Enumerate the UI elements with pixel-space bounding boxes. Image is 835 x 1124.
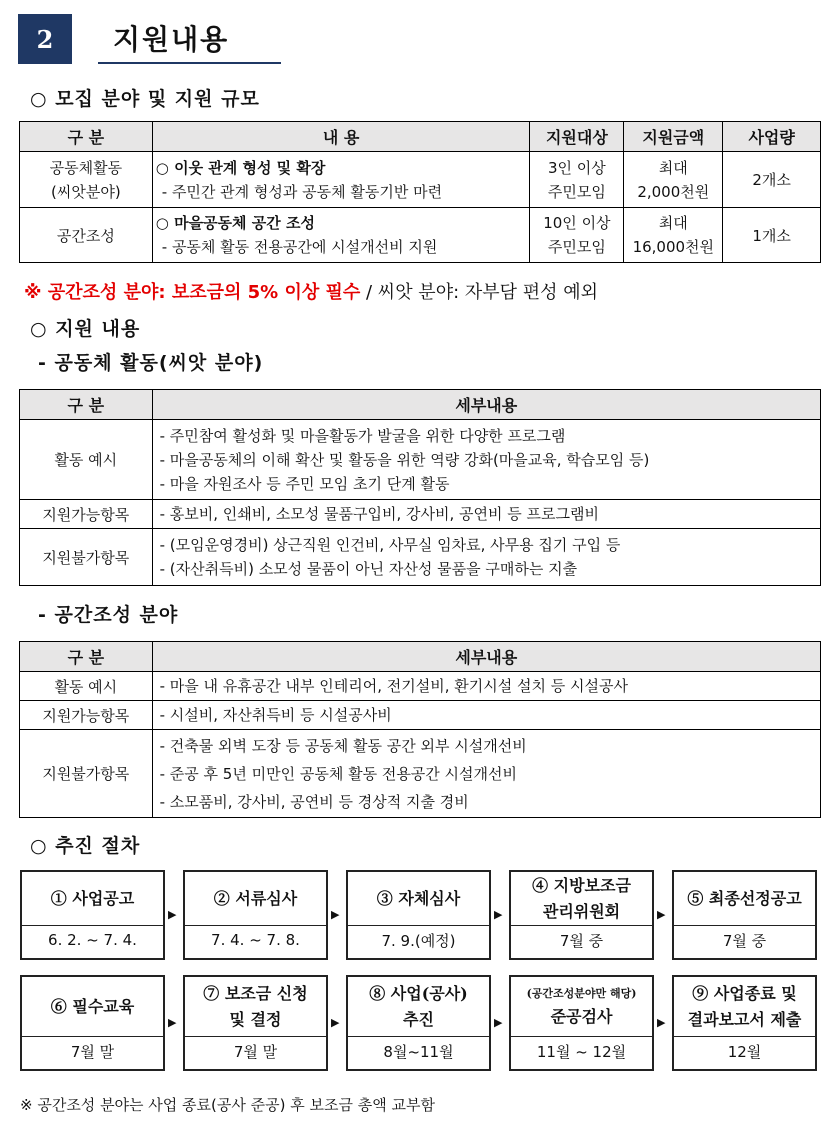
step-title: ② 서류심사 (185, 872, 326, 926)
notice-exception: / 씨앗 분야: 자부담 편성 예외 (360, 282, 599, 303)
community-table (19, 389, 821, 586)
table-row (20, 420, 821, 500)
space-table (19, 641, 821, 818)
step-title: ⑦ 보조금 신청 및 결정 (185, 977, 326, 1037)
step-arrow: ▶ (494, 1016, 503, 1029)
step-box (346, 975, 491, 1071)
step-box (346, 870, 491, 960)
step-date: 7월 말 (233, 1042, 278, 1061)
notice-required: ※ 공간조성 분야: 보조금의 5% 이상 필수 (24, 282, 361, 303)
step-date: 7월 중 (559, 931, 604, 950)
step-title: (공간조성분야만 해당) 준공검사 (511, 977, 652, 1037)
step-arrow: ▶ (168, 1016, 177, 1029)
detail-cell: - 건축물 외벽 도장 등 공동체 활동 공간 외부 시설개선비 - 준공 후 5년 미만인 공동체 활동 전용공간 시설개선비 - 소모품비, 강사비, 공연비 등 경상적 지출 경비 (152, 730, 820, 818)
category-cell: 활동 예시 (20, 672, 153, 701)
step-title: ⑨ 사업종료 및 결과보고서 제출 (674, 977, 815, 1037)
step-arrow: ▶ (331, 1016, 340, 1029)
step-arrow: ▶ (657, 908, 666, 921)
step-box (183, 870, 328, 960)
target-cell: 10인 이상 주민모임 (530, 208, 624, 263)
step-date: 7. 9.(예정) (381, 931, 456, 950)
step-box (20, 870, 165, 960)
table-row (20, 701, 821, 730)
table-row (20, 500, 821, 529)
step-title: ⑧ 사업(공사) 추진 (348, 977, 489, 1037)
target-cell: 3인 이상 주민모임 (530, 152, 624, 208)
category-cell: 공동체활동 (씨앗분야) (20, 152, 153, 208)
table-row (20, 730, 821, 818)
table-header-row (20, 642, 821, 672)
step-title: ① 사업공고 (22, 872, 163, 926)
step-title: ⑥ 필수교육 (22, 977, 163, 1037)
community-subheading: - 공동체 활동(씨앗 분야) (38, 352, 264, 374)
detail-cell: - 홍보비, 인쇄비, 소모성 물품구입비, 강사비, 공연비 등 프로그램비 (152, 500, 820, 529)
step-box (509, 975, 654, 1071)
step-arrow: ▶ (331, 908, 340, 921)
step-box (183, 975, 328, 1071)
footnote: ※ 공간조성 분야는 사업 종료(공사 준공) 후 보조금 총액 교부함 (20, 1096, 435, 1114)
notice-text (24, 278, 598, 304)
procedure-heading: ○ 추진 절차 (30, 835, 141, 857)
category-cell: 지원가능항목 (20, 500, 153, 529)
header-cell: 지원금액 (624, 122, 723, 152)
step-arrow: ▶ (168, 908, 177, 921)
table-header-row (20, 122, 821, 152)
table-row (20, 152, 821, 208)
header-cell: 세부내용 (152, 390, 820, 420)
title-underline (98, 62, 281, 64)
content-cell: ○ 이웃 관계 형성 및 확장 - 주민간 관계 형성과 공동체 활동기반 마련 (152, 152, 530, 208)
header-cell: 구 분 (20, 390, 153, 420)
step-date: 12월 (727, 1042, 762, 1061)
detail-cell: - 마을 내 유휴공간 내부 인테리어, 전기설비, 환기시설 설치 등 시설공사 (152, 672, 820, 701)
quantity-cell: 2개소 (723, 152, 821, 208)
amount-cell: 최대 2,000천원 (624, 152, 723, 208)
step-arrow: ▶ (657, 1016, 666, 1029)
step-box (509, 870, 654, 960)
category-cell: 활동 예시 (20, 420, 153, 500)
detail-cell: - (모임운영경비) 상근직원 인건비, 사무실 임차료, 사무용 집기 구입 등 - (자산취득비) 소모성 물품이 아닌 자산성 물품을 구매하는 지출 (152, 529, 820, 586)
step-date: 6. 2. ~ 7. 4. (48, 931, 137, 949)
header-cell: 내 용 (152, 122, 530, 152)
category-cell: 공간조성 (20, 208, 153, 263)
step-date: 8월~11월 (383, 1042, 454, 1061)
space-subheading: - 공간조성 분야 (38, 604, 179, 626)
table-row (20, 529, 821, 586)
step-date: 7월 말 (70, 1042, 115, 1061)
step-title: ③ 자체심사 (348, 872, 489, 926)
table-row (20, 672, 821, 701)
section-number: 2 (18, 14, 72, 64)
support-heading: ○ 지원 내용 (30, 318, 141, 340)
header-cell: 사업량 (723, 122, 821, 152)
category-cell: 지원가능항목 (20, 701, 153, 730)
content-cell: ○ 마을공동체 공간 조성 - 공동체 활동 전용공간에 시설개선비 지원 (152, 208, 530, 263)
amount-cell: 최대 16,000천원 (624, 208, 723, 263)
header-cell: 구 분 (20, 642, 153, 672)
step-title: ⑤ 최종선정공고 (674, 872, 815, 926)
recruit-table (19, 121, 821, 263)
header-cell: 지원대상 (530, 122, 624, 152)
quantity-cell: 1개소 (723, 208, 821, 263)
recruit-heading: ○ 모집 분야 및 지원 규모 (30, 88, 260, 110)
step-date: 7. 4. ~ 7. 8. (211, 931, 300, 949)
step-arrow: ▶ (494, 908, 503, 921)
detail-cell: - 시설비, 자산취득비 등 시설공사비 (152, 701, 820, 730)
header-cell: 구 분 (20, 122, 153, 152)
detail-cell: - 주민참여 활성화 및 마을활동가 발굴을 위한 다양한 프로그램 - 마을공동체의 이해 확산 및 활동을 위한 역량 강화(마을교육, 학습모임 등) - 마을 자원조사 등 주민 모임 초기 단계 활동 (152, 420, 820, 500)
page-title: 지원내용 (113, 23, 230, 56)
step-date: 7월 중 (722, 931, 767, 950)
step-date: 11월 ~ 12월 (536, 1042, 627, 1061)
step-box (20, 975, 165, 1071)
step-title: ④ 지방보조금 관리위원회 (511, 872, 652, 926)
header-cell: 세부내용 (152, 642, 820, 672)
section-header (18, 14, 263, 66)
step-box (672, 975, 817, 1071)
category-cell: 지원불가항목 (20, 529, 153, 586)
category-cell: 지원불가항목 (20, 730, 153, 818)
step-box (672, 870, 817, 960)
table-row (20, 208, 821, 263)
table-header-row (20, 390, 821, 420)
